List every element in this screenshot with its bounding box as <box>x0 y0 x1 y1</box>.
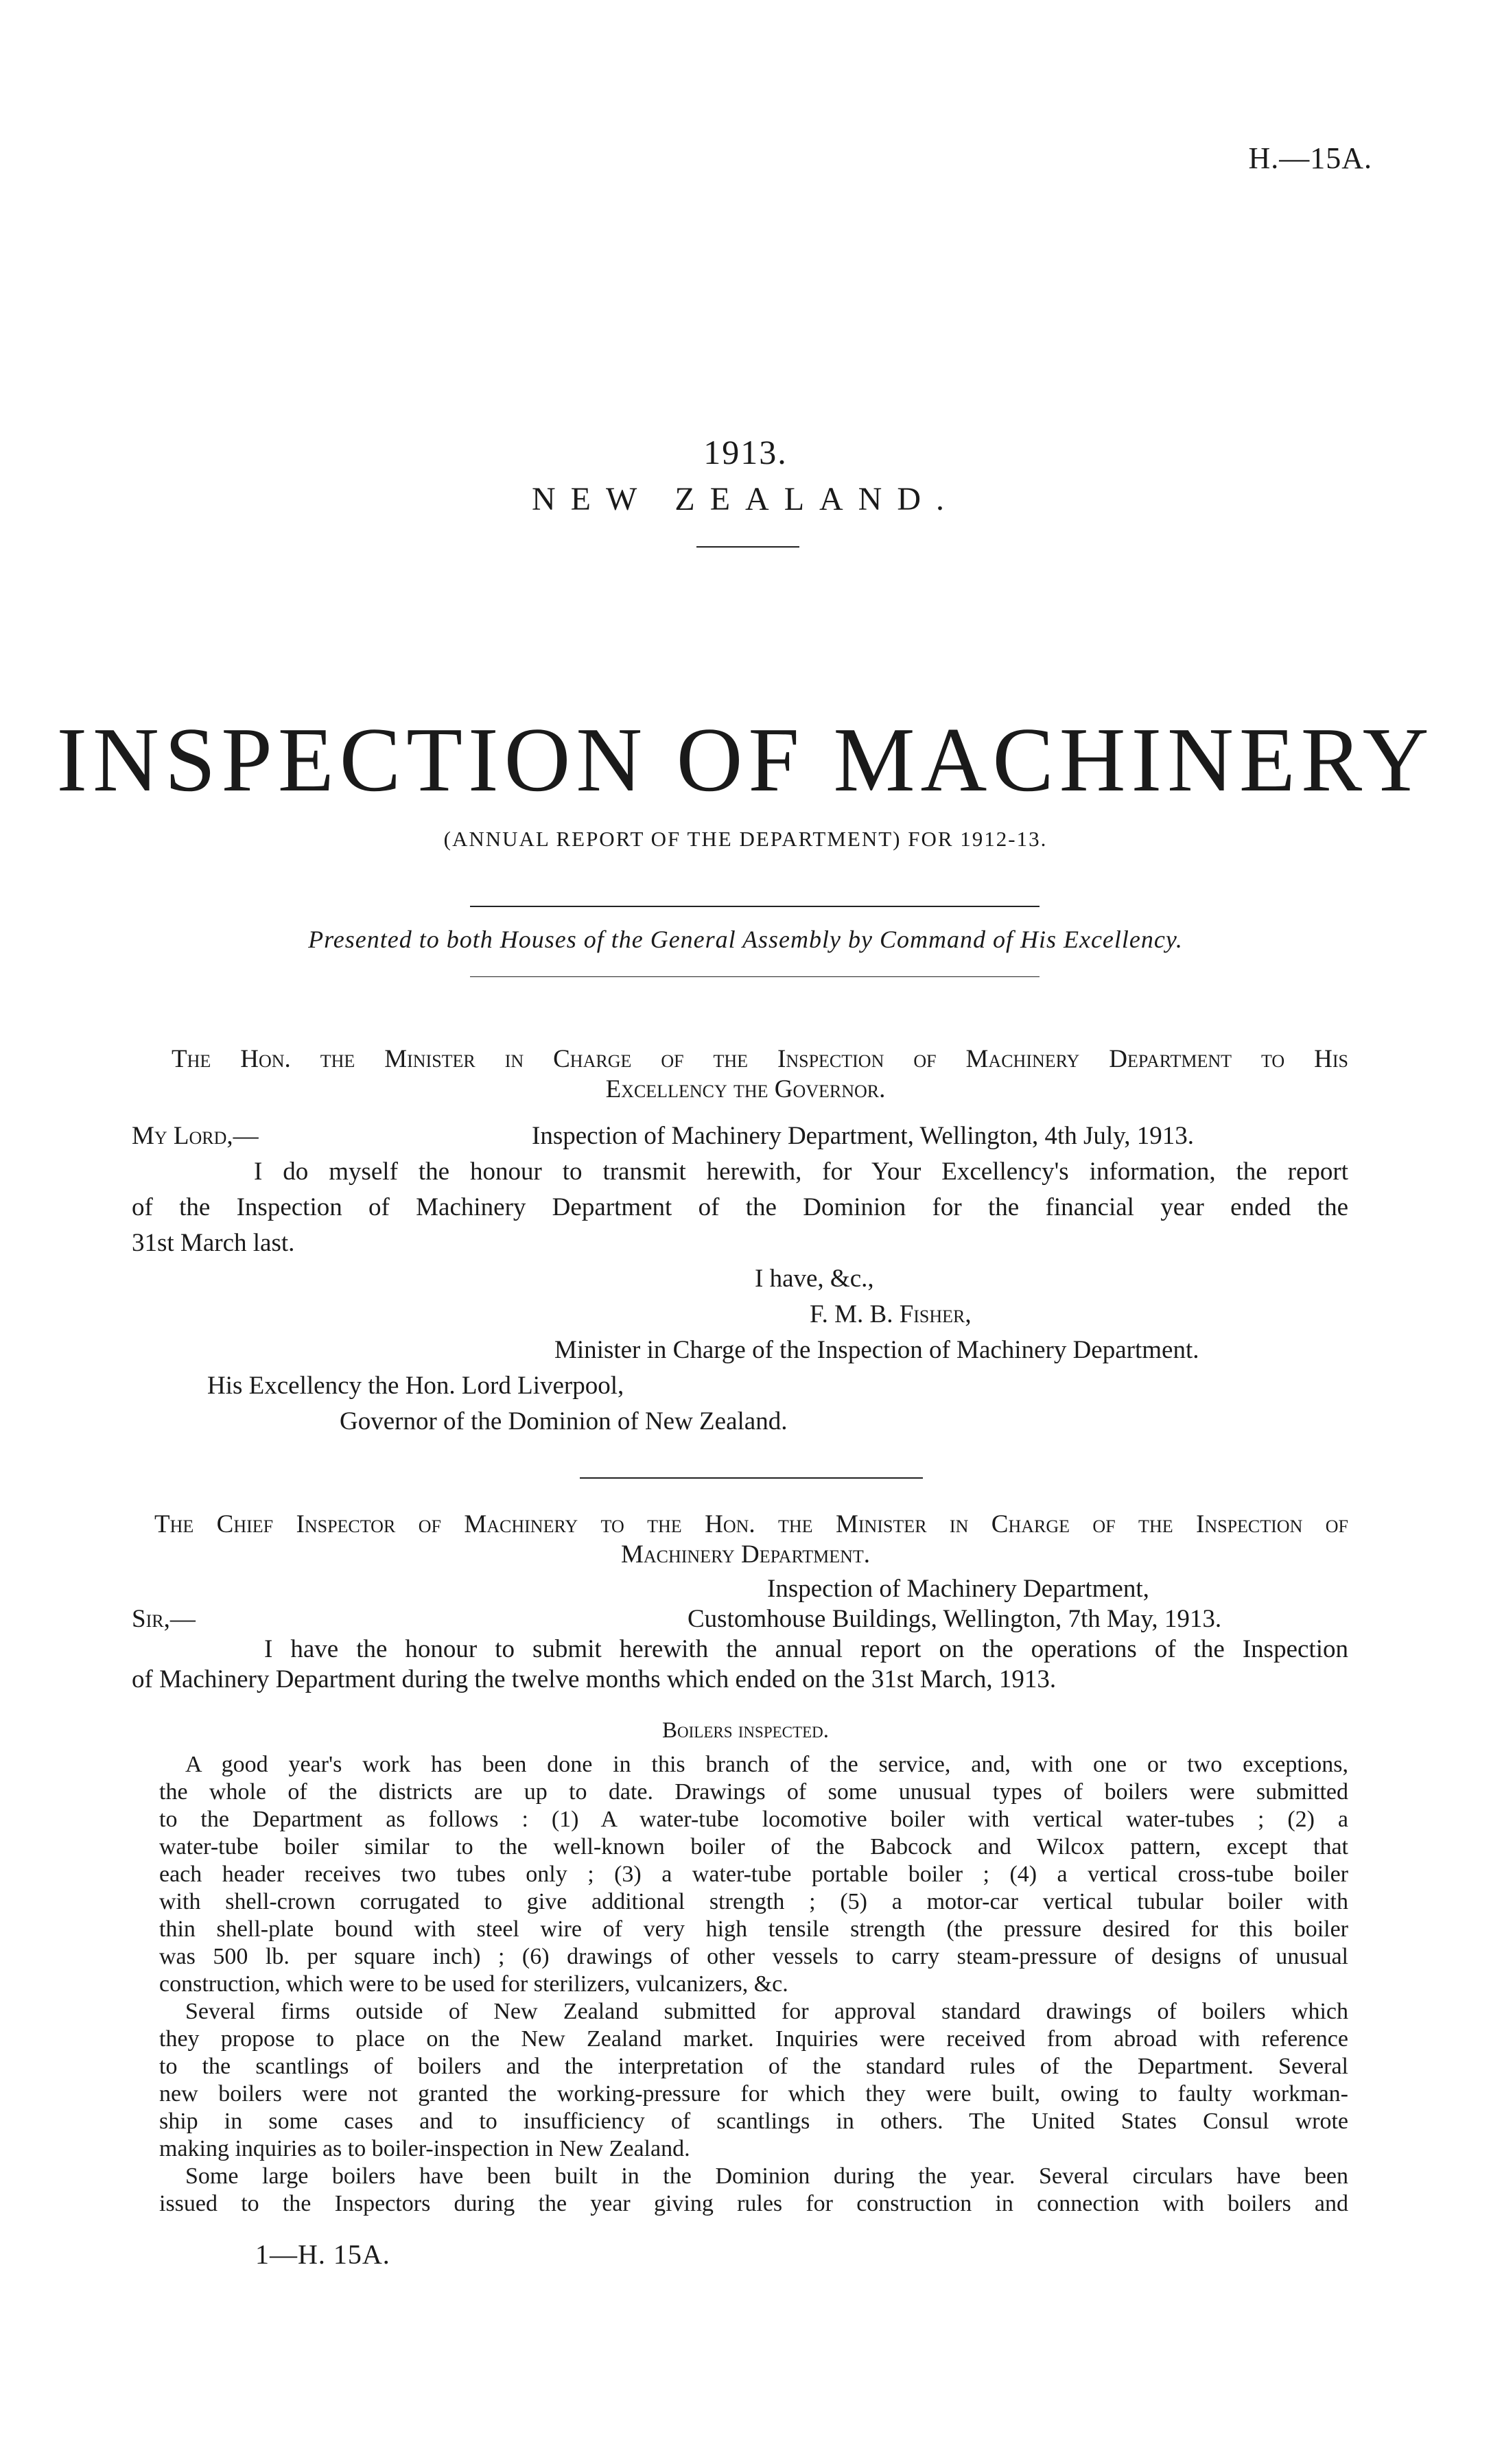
para1-line: with shell-crown corrugated to give additional strength ; (5) a motor-car vertical tubular boiler with <box>159 1889 1348 1914</box>
para2-line: new boilers were not granted the working-pressure for which they were built, owing to faulty workman- <box>159 2081 1348 2107</box>
para2-line: ship in some cases and to insufficiency of scantlings in others. The United States Consul wrote <box>159 2109 1348 2134</box>
letter1-signature: F. M. B. Fisher, <box>810 1300 972 1328</box>
letter2-address-line2: Customhouse Buildings, Wellington, 7th May, 1913. <box>688 1605 1222 1633</box>
para2-line: they propose to place on the New Zealand market. Inquiries were received from abroad with reference <box>159 2026 1348 2052</box>
para1-line: was 500 lb. per square inch) ; (6) drawings of other vessels to carry steam-pressure of designs of unusual <box>159 1944 1348 1969</box>
para1-line: A good year's work has been done in this branch of the service, and, with one or two exceptions, <box>185 1752 1348 1777</box>
report-title: INSPECTION OF MACHINERY <box>56 709 1435 810</box>
presented-statement: Presented to both Houses of the General Assembly by Command of His Excellency. <box>308 926 1183 953</box>
report-subtitle: (ANNUAL REPORT OF THE DEPARTMENT) FOR 1912-13. <box>443 827 1048 851</box>
divider-between-letters <box>580 1477 923 1479</box>
footer-reference: 1—H. 15A. <box>255 2239 390 2270</box>
letter2-heading-line1: The Chief Inspector of Machinery to the Hon. the Minister in Charge of the Inspection of <box>154 1510 1348 1538</box>
para3-line: issued to the Inspectors during the year giving rules for construction in connection with boilers and <box>159 2191 1348 2216</box>
para1-line: water-tube boiler similar to the well-known boiler of the Babcock and Wilcox pattern, except that <box>159 1834 1348 1859</box>
para1-line: construction, which were to be used for sterilizers, vulcanizers, &c. <box>159 1971 788 1997</box>
para2-line: making inquiries as to boiler-inspection in New Zealand. <box>159 2136 690 2161</box>
letter1-addressee-line1: His Excellency the Hon. Lord Liverpool, <box>207 1372 624 1400</box>
letter1-addressee-line2: Governor of the Dominion of New Zealand. <box>340 1407 788 1435</box>
para1-line: the whole of the districts are up to date. Drawings of some unusual types of boilers were submitted <box>159 1779 1348 1805</box>
para2-line: to the scantlings of boilers and the interpretation of the standard rules of the Department. Several <box>159 2054 1348 2079</box>
letter2-body-line2: of Machinery Department during the twelve months which ended on the 31st March, 1913. <box>132 1665 1057 1693</box>
letter1-place-date: Inspection of Machinery Department, Wellington, 4th July, 1913. <box>532 1122 1194 1150</box>
letter2-salutation: Sir,— <box>132 1605 196 1633</box>
letter1-body-line2: of the Inspection of Machinery Department of the Dominion for the financial year ended the <box>132 1193 1348 1221</box>
letter1-body-line3: 31st March last. <box>132 1229 295 1257</box>
letter1-heading-line2: Excellency the Governor. <box>605 1075 886 1103</box>
letter1-body-line1: I do myself the honour to transmit herewith, for Your Excellency's information, the report <box>254 1158 1348 1186</box>
page-reference: H.—15A. <box>1248 141 1372 175</box>
para1-line: to the Department as follows : (1) A water-tube locomotive boiler with vertical water-tubes ; (2) a <box>159 1807 1348 1832</box>
divider-short <box>696 546 799 548</box>
para1-line: thin shell-plate bound with steel wire of very high tensile strength (the pressure desired for this boiler <box>159 1916 1348 1942</box>
para2-line: Several firms outside of New Zealand submitted for approval standard drawings of boilers which <box>185 1999 1348 2024</box>
letter2-heading-line2: Machinery Department. <box>620 1540 871 1569</box>
letter1-signature-title: Minister in Charge of the Inspection of Machinery Department. <box>554 1336 1199 1364</box>
country-name: NEW ZEALAND. <box>531 481 960 517</box>
divider-upper <box>470 906 1040 907</box>
letter1-closing: I have, &c., <box>755 1265 874 1293</box>
letter1-salutation: My Lord,— <box>132 1122 259 1150</box>
letter1-heading-line1: The Hon. the Minister in Charge of the Inspection of Machinery Department to His <box>172 1045 1349 1073</box>
para3-line: Some large boilers have been built in the Dominion during the year. Several circulars have been <box>185 2163 1348 2189</box>
letter2-address-line1: Inspection of Machinery Department, <box>767 1575 1149 1603</box>
divider-lower <box>470 976 1040 977</box>
letter2-body-line1: I have the honour to submit herewith the annual report on the operations of the Inspection <box>264 1635 1348 1663</box>
section-heading: Boilers inspected. <box>662 1718 829 1743</box>
para1-line: each header receives two tubes only ; (3) a water-tube portable boiler ; (4) a vertical cross-tube boiler <box>159 1862 1348 1887</box>
report-year: 1913. <box>703 433 788 471</box>
